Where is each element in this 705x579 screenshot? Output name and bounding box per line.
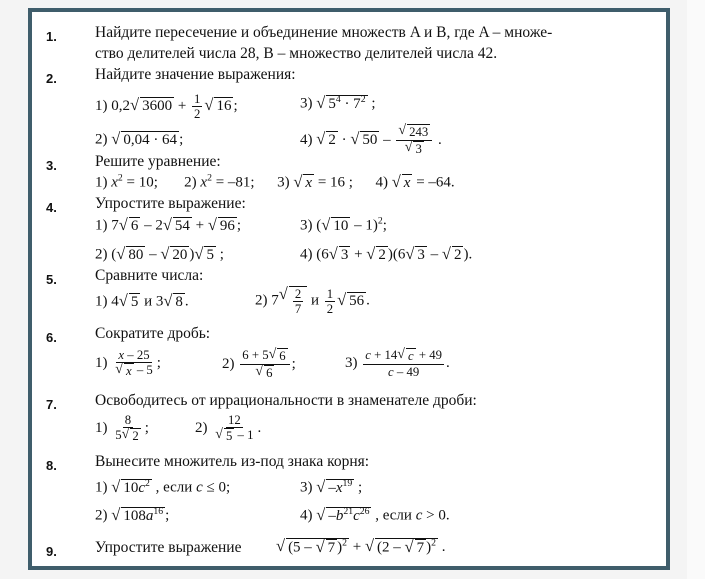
task-number: 8. [46, 458, 57, 473]
task-7-item-2: 2) 12 √ 5 – 1 . [195, 413, 262, 444]
task-title: Сократите дробь: [95, 325, 211, 342]
task-2-item-4: 4) √ 2 · √ 50 – √ 243 √ 3 . [300, 123, 442, 157]
task-6-item-3: 3) c + 14 √ c + 49 c – 49 . [345, 347, 450, 379]
task-number: 1. [46, 29, 57, 44]
task-title: Вынесите множитель из-под знака корня: [95, 453, 370, 470]
task-1-text-line-2: ство делителей числа 28, B – множество делителей числа 42. [95, 45, 498, 62]
task-8-item-2: 2) √ $108a^{16}$ ; [95, 505, 170, 524]
task-8-item-4: 4) √ $-b^{21}c^{26}$ , если c > 0. [300, 505, 450, 524]
task-title: Освободитесь от иррациональности в знаменателе дроби: [95, 392, 477, 409]
task-6-item-2: 2) 6 + 5 √ 6 √ 6 ; [222, 347, 296, 381]
task-4-item-3: 3) ( √ 10 – 1)$^2$; [300, 215, 387, 234]
task-2-item-1: 1) 0,2 √ 3600 + $\frac{1}{2}$ √ 16 ; [95, 92, 238, 122]
task-2-item-3: 3) √ $5^4 \cdot 7^2$ ; [300, 93, 376, 112]
task-number: 7. [46, 397, 57, 412]
task-2-item-2: 2) √ 0,04 · 64 ; [95, 129, 184, 148]
task-title: Сравните числа: [95, 267, 204, 284]
task-number: 9. [46, 544, 57, 559]
task-number: 3. [46, 158, 57, 173]
task-number: 2. [46, 71, 57, 86]
task-4-item-4: 4) (6 √ 3 + √ 2 )(6 √ 3 – √ 2 ). [300, 244, 473, 263]
task-4-item-2: 2) ( √ 80 – √ 20 ) √ 5 ; [95, 244, 224, 263]
task-5-item-2: 2) 7 √ $\frac{2}{7}$ и $\frac{1}{2}$ √ 56 . [255, 284, 370, 317]
task-4-item-1: 1) 7 √ 6 – 2 √ 54 + √ 96 ; [95, 215, 242, 234]
task-3-items: 1) $x^2 = 10$; 2) $x^2 = -81$; 3) √ x = 16 ; 4) √ x = –64. [95, 172, 455, 191]
task-title: Решите уравнение: [95, 153, 221, 170]
task-5-item-1: 1) 4 √ 5 и 3 √ 8 . [95, 291, 189, 310]
task-title: Упростите выражение [95, 539, 242, 556]
task-7-item-1: 1) 8 5 √ 2 ; [95, 413, 149, 444]
page-margin [687, 0, 705, 579]
task-title: Найдите значение выражения: [95, 66, 296, 83]
task-number: 6. [46, 330, 57, 345]
task-1-text-line-1: Найдите пересечение и объединение множеств A и B, где A – множе- [95, 24, 553, 41]
task-number: 5. [46, 272, 57, 287]
task-8-item-1: 1) √ $10c^2$ , если c ≤ 0; [95, 477, 231, 496]
task-title: Упростите выражение: [95, 195, 246, 212]
task-8-item-3: 3) √ $-x^{19}$ ; [300, 477, 363, 496]
task-6-item-1: 1) x – 25 √ x – 5 ; [95, 348, 161, 379]
task-number: 4. [46, 200, 57, 215]
task-9-expression: √ (5 – √ 7 )$^2$ + √ (2 – √ 7 )$^2$ . [276, 536, 446, 556]
